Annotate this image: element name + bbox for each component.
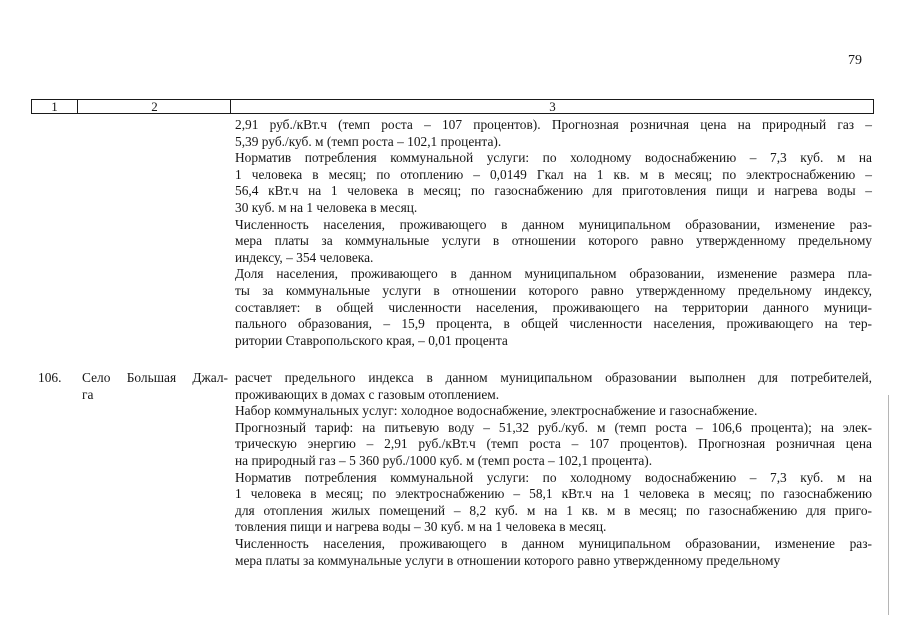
continuation-text: [235, 117, 872, 349]
entry-paragraph: [235, 470, 872, 536]
text-line: 1 человека в месяц; по электроснабжению – 58,1 кВт.ч на 1 человека в месяц; по газоснабжению: [235, 486, 872, 502]
text-line: трическую энергию – 2,91 руб./кВт.ч (темп роста – 107 процентов). Прогнозная розничная цена: [235, 436, 872, 452]
text-line: пального образования, – 15,9 процента, в общей численности населения, проживающего на тер-: [235, 316, 872, 332]
text-line: мера платы за коммунальные услуги в отношении которого равно утвержденному предельному: [235, 552, 781, 568]
text-line: Набор коммунальных услуг: холодное водоснабжение, электроснабжение и газоснабжение.: [235, 403, 758, 419]
text-line: для отопления жилых помещений – 8,2 куб. м на 1 кв. м в месяц; по газоснабжению для приго-: [235, 502, 872, 518]
continuation-paragraph: [235, 117, 872, 150]
text-line: Численность населения, проживающего в данном муниципальном образовании, изменение раз-: [235, 535, 872, 551]
entry-paragraph: [235, 536, 872, 569]
text-line: расчет предельного индекса в данном муниципальном образовании выполнен для потребителей,: [235, 370, 872, 385]
header-column-3: 3: [230, 100, 874, 113]
text-line: Прогнозный тариф: на питьевую воду – 51,32 руб./куб. м (темп роста – 106,6 процента); на элек-: [235, 419, 872, 435]
entry-name-line: Село Большая Джал-: [82, 370, 228, 385]
page-number: 79: [848, 53, 862, 68]
text-line: на природный газ – 5 360 руб./1000 куб. м (темп роста – 102,1 процента).: [235, 452, 653, 468]
text-line: 2,91 руб./кВт.ч (темп роста – 107 процентов). Прогнозная розничная цена на природный газ –: [235, 117, 872, 132]
text-line: Норматив потребления коммунальной услуги: по холодному водоснабжению – 7,3 куб. м на: [235, 150, 872, 166]
text-line: товления пищи и нагрева воды – 30 куб. м на 1 человека в месяц.: [235, 519, 607, 535]
text-line: мера платы за коммунальные услуги в отношении которого равно утвержденному предельному: [235, 233, 872, 249]
entry-number: 106.: [38, 370, 62, 385]
text-line: 30 куб. м на 1 человека в месяц.: [235, 199, 418, 215]
text-line: проживающих в домах с газовым отоплением.: [235, 386, 500, 402]
scan-edge-line: [888, 395, 889, 615]
text-line: составляет: в общей численности населения, проживающего на территории данного муници-: [235, 299, 872, 315]
text-line: 1 человека в месяц; по отоплению – 0,0149 Гкал на 1 кв. м в месяц; по электроснабжению –: [235, 166, 872, 182]
text-line: ритории Ставропольского края, – 0,01 процента: [235, 332, 508, 348]
text-line: Численность населения, проживающего в данном муниципальном образовании, изменение раз-: [235, 216, 872, 232]
table-header-row: [31, 99, 874, 114]
text-line: 56,4 кВт.ч на 1 человека в месяц; по газоснабжению для приготовления пищи и нагрева воды –: [235, 183, 872, 199]
text-line: Доля населения, проживающего в данном муниципальном образовании, изменение размера пла-: [235, 266, 872, 282]
entry-paragraph: [235, 370, 872, 403]
entry-paragraph: [235, 403, 872, 420]
text-line: ты за коммунальные услуги в отношении которого равно утвержденному предельному индексу,: [235, 282, 872, 298]
continuation-paragraph: [235, 150, 872, 216]
text-line: индексу, – 354 человека.: [235, 249, 374, 265]
continuation-paragraph: [235, 266, 872, 349]
entry-name-line: га: [82, 386, 94, 402]
continuation-paragraph: [235, 217, 872, 267]
entry-settlement-name: [82, 370, 228, 403]
header-column-2: 2: [77, 100, 231, 113]
text-line: Норматив потребления коммунальной услуги: по холодному водоснабжению – 7,3 куб. м на: [235, 469, 872, 485]
header-column-1: 1: [51, 99, 58, 114]
entry-description: [235, 370, 872, 569]
entry-paragraph: [235, 420, 872, 470]
text-line: 5,39 руб./куб. м (темп роста – 102,1 процента).: [235, 133, 502, 149]
